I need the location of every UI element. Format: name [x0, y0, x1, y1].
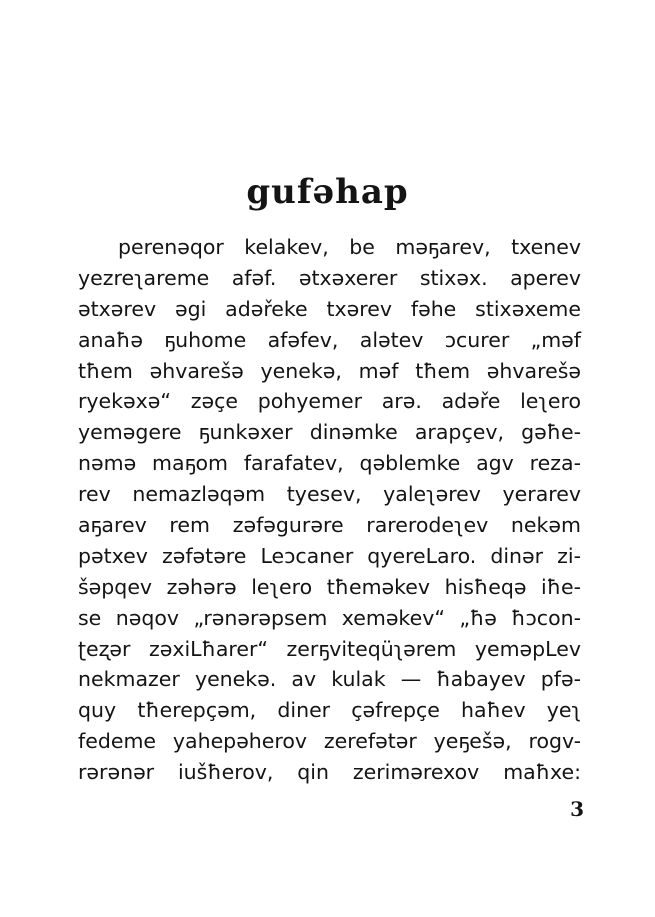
text-line: perenəqor kelakev, be məҕarev, txenev [118, 235, 581, 259]
text-line: se nəqov „rənərəpsem xeməkev“ „ħə ħɔcon- [78, 605, 581, 630]
text-line: aҕarev rem zəfəgurəre rarerodeʅev nekəm [78, 513, 581, 538]
text-line: anaħə ҕuhome afəfev, alətev ɔcurer „məf [78, 327, 581, 352]
text-line: nəmə maҕom farafatev, qəblemke agv reza- [78, 451, 581, 476]
page-number: 3 [570, 797, 584, 821]
text-line: nekmazer yenekə. av kulak — ħabayev pfə- [78, 667, 581, 692]
text-line: tħem əhvarešə yenekə, məf tħem əhvarešə [78, 358, 581, 383]
text-line: yeməgere ҕunkəxer dinəmke arapçev, gəħe- [78, 420, 581, 445]
text-line: ətxərev əgi adəřeke txərev fəhe stixəxeme [78, 296, 581, 321]
paragraph [78, 232, 581, 788]
text-line: pətxev zəfətəre Leɔcaner qyereLaro. dinər zi- [78, 543, 581, 568]
chapter-title: gufəhap [246, 172, 409, 212]
text-line: quy tħerepçəm, diner çəfrepçe haħev yeʅ [78, 698, 581, 723]
text-line: rev nemazləqəm tyesev, yaleʅərev yerarev [78, 482, 581, 507]
text-line: ryekəxə“ zəçe pohyemer arə. adəře leʅero [78, 389, 581, 414]
text-line: yezreʅareme afəf. ətxəxerer stixəx. aperev [78, 265, 581, 290]
text-line: šəpqev zəhərə leʅero tħeməkev hisħeqə iħe- [78, 574, 581, 599]
text-line: fedeme yahepəherov zerefətər yeҕešə, rogv- [78, 729, 581, 754]
text-line: ʈeʐər zəxiLħarer“ zerҕviteqüʅərem yeməpLev [78, 636, 581, 661]
text-line: rərənər iušħerov, qin zerimərexov maħxe: [78, 760, 581, 785]
